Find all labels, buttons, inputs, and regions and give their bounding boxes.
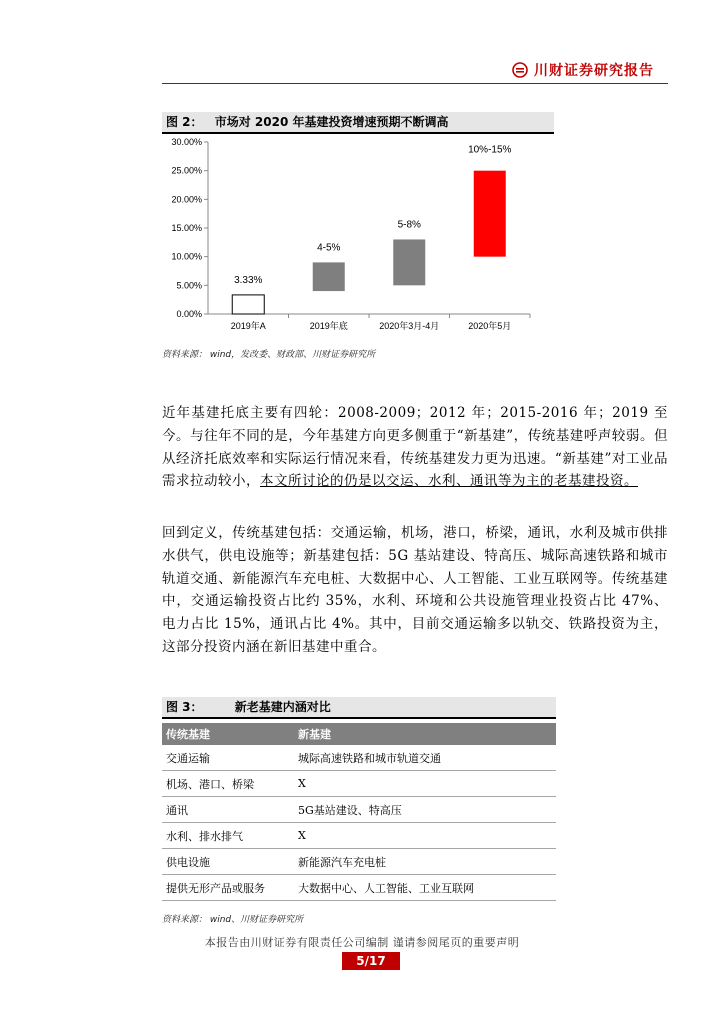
figure-2-caption: [162, 112, 554, 134]
table-cell: 新能源汽车充电桩: [294, 849, 556, 875]
comparison-table: [162, 723, 556, 901]
table-row: [162, 771, 556, 797]
table-row: [162, 823, 556, 849]
paragraph-1-underlined: 本文所讨论的仍是以交运、水利、通讯等为主的老基建投资。: [260, 473, 638, 490]
table-row: [162, 849, 556, 875]
bar-1: [313, 262, 345, 291]
y-tick-label: 0.00%: [176, 309, 202, 319]
infrastructure-growth-chart: [162, 134, 554, 342]
figure-2-label: 图 2：: [166, 115, 203, 129]
bar-2: [393, 239, 425, 285]
x-tick-label: 2019年底: [309, 321, 348, 331]
paragraph-1: [162, 402, 668, 493]
bar-3: [474, 171, 506, 257]
table-cell: 提供无形产品或服务: [162, 875, 294, 901]
figure-3-label: 图 3：: [166, 700, 203, 714]
table-row: [162, 875, 556, 901]
table-cell: X: [294, 823, 556, 849]
table-cell: 交通运输: [162, 745, 294, 771]
y-tick-label: 5.00%: [176, 280, 202, 291]
table-header-row: [162, 723, 556, 745]
table-cell: 5G基站建设、特高压: [294, 797, 556, 823]
figure-3-title: 新老基建内涵对比: [234, 700, 331, 714]
y-tick-label: 20.00%: [171, 194, 202, 205]
page-number: 5/17: [342, 952, 400, 970]
x-tick-label: 2020年3月-4月: [379, 321, 440, 331]
data-label: 5-8%: [397, 219, 421, 231]
table-cell: 水利、排水排气: [162, 823, 294, 849]
x-tick-label: 2019年A: [230, 321, 266, 331]
figure-2-title: 市场对 2020 年基建投资增速预期不断调高: [214, 115, 449, 129]
column-header-traditional: 传统基建: [162, 723, 294, 745]
paragraph-2: 回到定义，传统基建包括：交通运输，机场，港口，桥梁，通讯，水利及城市供排水供气，供电设施等；新基建包括：5G 基站建设、特高压、城际高速铁路和城市轨道交通、新能源汽车充电桩、大数据中心、人工智能、工业互联网等。传统基建中，交通运输投资占比约 35%，水利、环境和公共设施管理业投资占比 47%、电力占比 15%，通讯占比 4%。其中，目前交通运输多以轨交、铁路投资为主，这部分投资内涵在新旧基建中重合。: [162, 525, 668, 655]
column-header-new: 新基建: [294, 723, 556, 745]
footer-disclaimer: 本报告由川财证券有限责任公司编制 谨请参阅尾页的重要声明: [204, 936, 520, 949]
data-label: 10%-15%: [468, 144, 512, 156]
header-divider: [162, 83, 668, 84]
paragraph-1-text: 近年基建托底主要有四轮：2008-2009；2012 年；2015-2016 年；2019 至今。与往年不同的是，今年基建方向更多侧重于“新基建”，传统基建呼声较弱。但从经济托底效率和实际运行情况来看，传统基建发力更为迅速。“新基建”对工业品需求拉动较小，: [162, 405, 668, 490]
company-logo-icon: [512, 62, 528, 78]
figure-2-source: 资料来源： wind，发改委、财政部、川财证券研究所: [162, 350, 376, 360]
table-cell: 供电设施: [162, 849, 294, 875]
data-label: 3.33%: [234, 274, 263, 286]
table-row: [162, 745, 556, 771]
table-row: [162, 797, 556, 823]
report-header-title: 川财证券研究报告: [534, 63, 654, 79]
bar-0: [232, 295, 264, 314]
figure-3-source: 资料来源： wind、川财证券研究所: [162, 915, 304, 925]
y-tick-label: 15.00%: [171, 223, 202, 233]
data-label: 4-5%: [317, 242, 341, 254]
table-cell: 城际高速铁路和城市轨道交通: [294, 745, 556, 771]
table-cell: 通讯: [162, 797, 294, 823]
x-tick-label: 2020年5月: [468, 321, 512, 331]
y-tick-label: 10.00%: [171, 251, 202, 262]
y-tick-label: 30.00%: [171, 137, 202, 147]
figure-3-caption: [162, 697, 556, 719]
y-tick-label: 25.00%: [171, 165, 202, 176]
table-cell: 大数据中心、人工智能、工业互联网: [294, 875, 556, 901]
table-cell: X: [294, 771, 556, 797]
table-cell: 机场、港口、桥梁: [162, 771, 294, 797]
